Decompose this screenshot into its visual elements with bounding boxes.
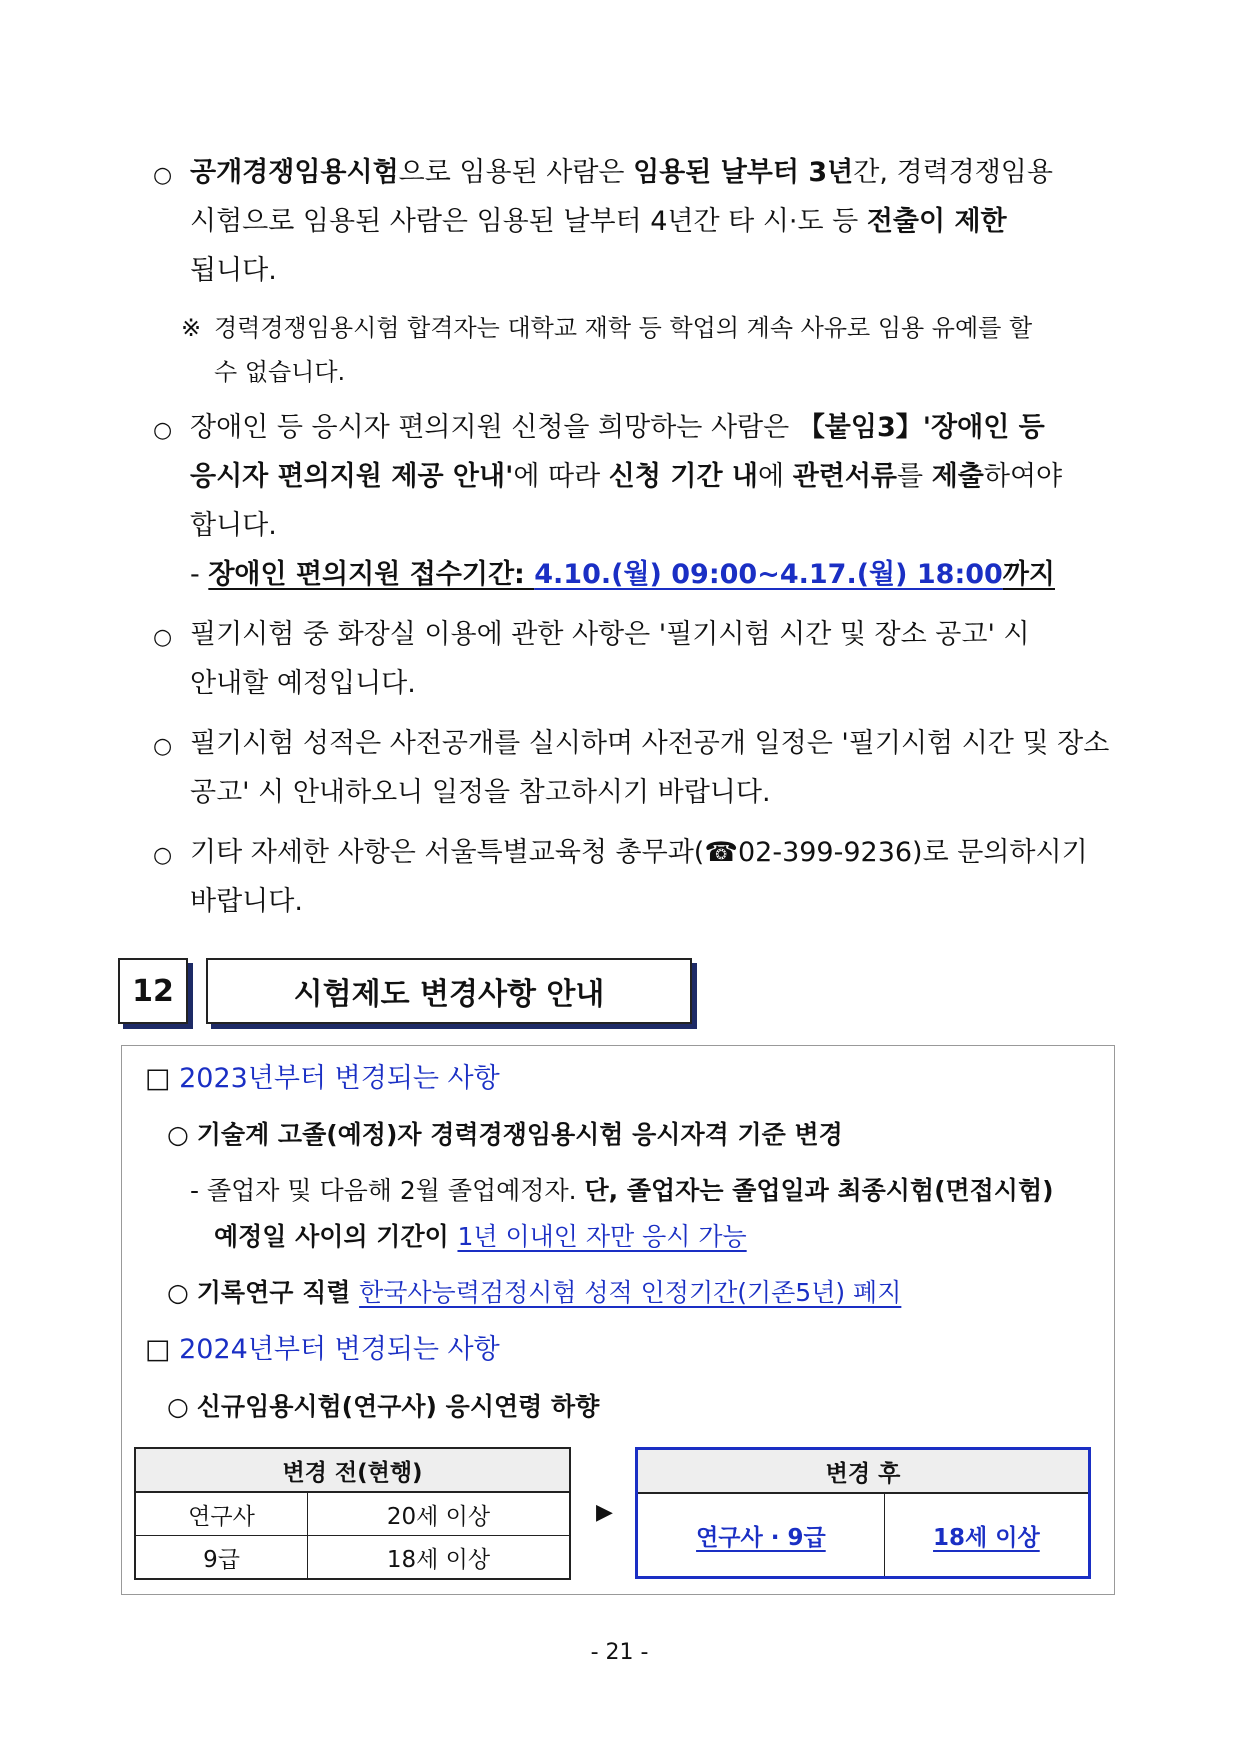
note-line-2: 수 없습니다. xyxy=(214,358,346,386)
heading-2023 xyxy=(145,1061,500,1097)
page-number: - 21 - xyxy=(590,1640,649,1665)
text: 【붙임3】'장애인 등 xyxy=(797,412,1045,443)
bullet-marker: ○ xyxy=(153,418,173,443)
circle-icon: ○ xyxy=(167,1278,189,1307)
text: 하여야 xyxy=(983,461,1063,492)
bullet-2-line-2 xyxy=(190,459,1115,495)
text: 4.10.(월) 09:00~4.17.(월) 18:00 xyxy=(534,559,1003,590)
text: 제출 xyxy=(931,461,984,492)
text: 1년 이내인 자만 응시 가능 xyxy=(457,1222,747,1251)
bullet-1-line-3: 됩니다. xyxy=(190,255,277,286)
text: 단, 졸업자는 졸업일과 최종시험(면접시험) xyxy=(584,1176,1054,1205)
bullet-2-line-3: 합니다. xyxy=(190,510,277,541)
checkbox-icon: □ xyxy=(145,1063,171,1094)
text: 에 xyxy=(758,461,793,492)
item-2023-1-detail-1 xyxy=(190,1173,1090,1209)
table-before xyxy=(134,1447,571,1580)
checkbox-icon: □ xyxy=(145,1334,171,1365)
text: 전출이 제한 xyxy=(866,206,1007,237)
item-2023-1 xyxy=(167,1117,843,1153)
table-after xyxy=(635,1447,1091,1579)
text: 까지 xyxy=(1002,559,1055,590)
text: 시험으로 임용된 사람은 임용된 날부터 4년간 타 시·도 등 xyxy=(190,206,867,237)
text: 에 따라 xyxy=(513,461,609,492)
table-cell: 연구사 xyxy=(135,1492,308,1536)
text: 장애인 편의지원 접수기간: xyxy=(208,559,535,590)
bullet-marker: ○ xyxy=(153,843,173,868)
bullet-1-line-1 xyxy=(190,155,1115,191)
bullet-2-line-1 xyxy=(190,410,1115,446)
text: 공개경쟁임용시험 xyxy=(190,157,399,188)
bullet-marker: ○ xyxy=(153,734,173,759)
text: 응시자 편의지원 제공 안내' xyxy=(190,461,514,492)
section-title: 시험제도 변경사항 안내 xyxy=(206,958,692,1024)
text: 2023년부터 변경되는 사항 xyxy=(179,1063,500,1094)
bullet-3-line-2: 안내할 예정입니다. xyxy=(190,668,416,699)
table-cell: 연구사 · 9급 xyxy=(637,1493,885,1578)
table-before-header: 변경 전(현행) xyxy=(135,1448,570,1492)
text: 간, 경력경쟁임용 xyxy=(853,157,1053,188)
table-row xyxy=(135,1492,570,1536)
arrow-right-icon: ▶ xyxy=(596,1500,613,1525)
text: 를 xyxy=(897,461,932,492)
text: - 졸업자 및 다음해 2월 졸업예정자. xyxy=(190,1176,585,1205)
circle-icon: ○ xyxy=(167,1120,189,1149)
bullet-marker: ○ xyxy=(153,163,173,188)
text: 예정일 사이의 기간이 xyxy=(214,1222,458,1251)
text: 신규임용시험(연구사) 응시연령 하향 xyxy=(196,1392,600,1421)
text: 기술계 고졸(예정)자 경력경쟁임용시험 응시자격 기준 변경 xyxy=(196,1120,843,1149)
bullet-1-line-2 xyxy=(190,204,1115,240)
text: 으로 임용된 사람은 xyxy=(398,157,634,188)
section-number: 12 xyxy=(118,958,188,1024)
note-marker: ※ xyxy=(181,314,202,342)
table-row xyxy=(637,1493,1090,1578)
table-cell: 9급 xyxy=(135,1536,308,1580)
item-2023-2 xyxy=(167,1275,901,1311)
text: 2024년부터 변경되는 사항 xyxy=(179,1334,500,1365)
bullet-5-line-1: 기타 자세한 사항은 서울특별교육청 총무과(☎02-399-9236)로 문의하시기 xyxy=(190,837,1088,868)
table-cell: 20세 이상 xyxy=(308,1492,570,1536)
bullet-marker: ○ xyxy=(153,625,173,650)
heading-2024 xyxy=(145,1332,500,1368)
note-line-1: 경력경쟁임용시험 합격자는 대학교 재학 등 학업의 계속 사유로 임용 유예를 할 xyxy=(214,314,1033,342)
bullet-3-line-1: 필기시험 중 화장실 이용에 관한 사항은 '필기시험 시간 및 장소 공고' 시 xyxy=(190,619,1030,650)
table-cell: 18세 이상 xyxy=(308,1536,570,1580)
text: 기록연구 직렬 xyxy=(196,1278,360,1307)
table-after-header: 변경 후 xyxy=(637,1449,1090,1494)
text: 장애인 등 응시자 편의지원 신청을 희망하는 사람은 xyxy=(190,412,798,443)
text: - xyxy=(190,559,209,590)
accommodation-period xyxy=(190,557,1055,593)
text: 한국사능력검정시험 성적 인정기간(기존5년) 폐지 xyxy=(359,1278,902,1307)
item-2023-1-detail-2 xyxy=(214,1219,747,1255)
text: 임용된 날부터 3년 xyxy=(633,157,854,188)
item-2024-1 xyxy=(167,1389,599,1425)
bullet-4-line-1: 필기시험 성적은 사전공개를 실시하며 사전공개 일정은 '필기시험 시간 및 장소 xyxy=(190,728,1110,759)
table-row xyxy=(135,1536,570,1580)
bullet-5-line-2: 바랍니다. xyxy=(190,886,303,917)
text: 신청 기간 내 xyxy=(608,461,759,492)
bullet-4-line-2: 공고' 시 안내하오니 일정을 참고하시기 바랍니다. xyxy=(190,777,771,808)
table-cell: 18세 이상 xyxy=(933,1524,1040,1551)
text: 관련서류 xyxy=(792,461,898,492)
circle-icon: ○ xyxy=(167,1392,189,1421)
